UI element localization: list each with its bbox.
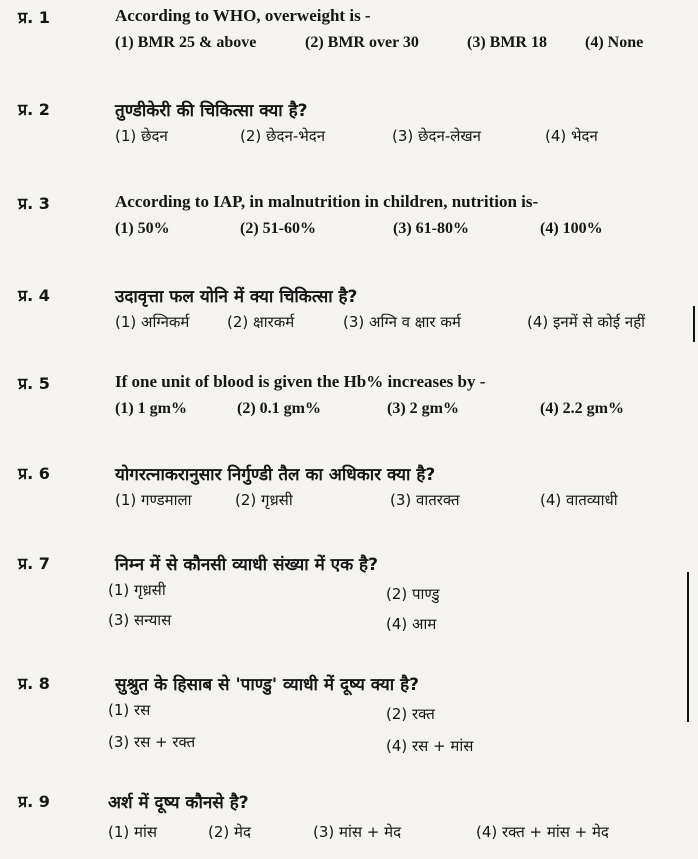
question-number: प्र. 9: [18, 792, 50, 811]
option-2: (2) रक्त: [386, 705, 435, 723]
option-1: (1) 1 gm%: [115, 400, 187, 417]
question-number: प्र. 2: [18, 100, 50, 119]
option-4: (4) रस + मांस: [386, 737, 474, 755]
option-1: (1) छेदन: [115, 127, 168, 145]
option-1: (1) BMR 25 & above: [115, 34, 257, 51]
option-2: (2) गृध्रसी: [235, 491, 293, 509]
option-4: (4) वातव्याधी: [540, 491, 618, 509]
question-number: प्र. 3: [18, 194, 50, 213]
option-2: (2) छेदन-भेदन: [240, 127, 326, 145]
option-3: (3) मांस + मेद: [313, 823, 402, 841]
question-number: प्र. 1: [18, 8, 50, 27]
option-4: (4) 2.2 gm%: [540, 400, 624, 417]
question-text: अर्श में दूष्य कौनसे है?: [108, 793, 249, 813]
option-2: (2) पाण्डु: [386, 585, 440, 603]
option-2: (2) 0.1 gm%: [237, 400, 321, 417]
option-3: (3) रस + रक्त: [108, 733, 196, 751]
margin-line: [687, 572, 689, 722]
option-1: (1) रस: [108, 701, 151, 719]
margin-line: [693, 306, 695, 342]
question-text: According to IAP, in malnutrition in children, nutrition is-: [115, 192, 539, 211]
option-1: (1) गण्डमाला: [115, 491, 192, 509]
option-4: (4) None: [585, 34, 644, 51]
option-2: (2) मेद: [208, 823, 251, 841]
option-4: (4) 100%: [540, 220, 603, 237]
question-number: प्र. 8: [18, 674, 50, 693]
question-text: योगरत्नाकरानुसार निर्गुण्डी तैल का अधिकार क्या है?: [115, 465, 436, 485]
option-2: (2) क्षारकर्म: [227, 313, 295, 331]
option-3: (3) वातरक्त: [390, 491, 460, 509]
option-4: (4) भेदन: [545, 127, 598, 145]
question-text: If one unit of blood is given the Hb% increases by -: [115, 372, 486, 391]
question-text: सुश्रुत के हिसाब से 'पाण्डु' व्याधी में दूष्य क्या है?: [115, 675, 419, 695]
question-number: प्र. 6: [18, 464, 50, 483]
option-1: (1) मांस: [108, 823, 158, 841]
option-3: (3) 61-80%: [393, 220, 469, 237]
option-4: (4) रक्त + मांस + मेद: [476, 823, 609, 841]
question-text: निम्न में से कौनसी व्याधी संख्या में एक है?: [115, 555, 378, 575]
option-1: (1) गृध्रसी: [108, 581, 166, 599]
option-1: (1) अग्निकर्म: [115, 313, 190, 331]
option-1: (1) 50%: [115, 220, 170, 237]
question-text: तुण्डीकेरी की चिकित्सा क्या है?: [115, 101, 308, 121]
question-text: According to WHO, overweight is -: [115, 6, 371, 25]
question-number: प्र. 5: [18, 374, 50, 393]
option-4: (4) आम: [386, 615, 437, 633]
question-number: प्र. 7: [18, 554, 50, 573]
option-2: (2) BMR over 30: [305, 34, 419, 51]
question-number: प्र. 4: [18, 286, 50, 305]
option-3: (3) सन्यास: [108, 611, 172, 629]
option-3: (3) अग्नि व क्षार कर्म: [343, 313, 461, 331]
option-2: (2) 51-60%: [240, 220, 316, 237]
option-3: (3) 2 gm%: [387, 400, 459, 417]
question-text: उदावृत्ता फल योनि में क्या चिकित्सा है?: [115, 287, 358, 307]
option-3: (3) छेदन-लेखन: [392, 127, 481, 145]
option-4: (4) इनमें से कोई नहीं: [527, 313, 646, 331]
option-3: (3) BMR 18: [467, 34, 547, 51]
